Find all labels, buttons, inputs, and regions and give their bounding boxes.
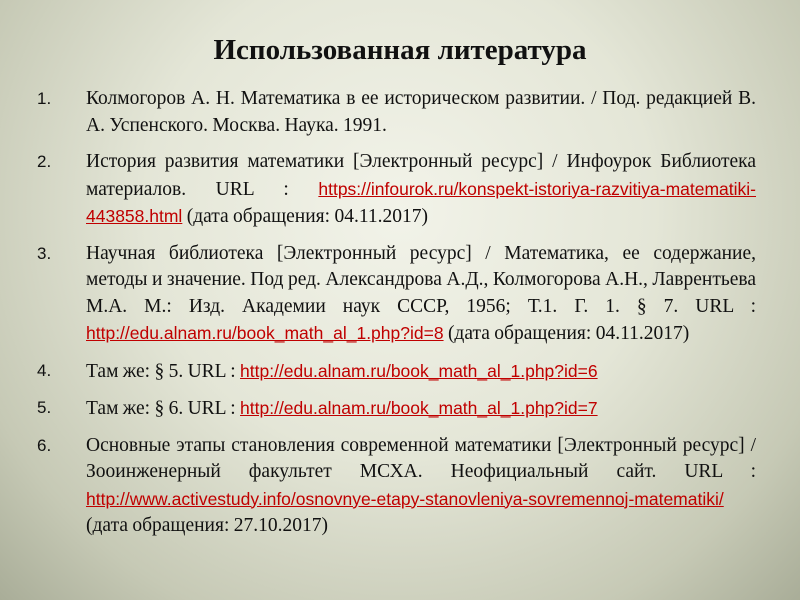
- reference-item-5: [0, 395, 800, 423]
- reference-link[interactable]: http://edu.alnam.ru/book_math_al_1.php?id=8: [86, 323, 444, 343]
- reference-item-2: [0, 149, 800, 231]
- reference-item-4: [0, 358, 800, 386]
- reference-item-1: [0, 86, 800, 139]
- reference-text: Научная библиотека [Электронный ресурс] / Математика, ее содержание, методы и значение. Под ред. Александрова А.Д., Колмогорова А.Н., Лаврентьева М.А. М.: Изд. Академии наук СССР, 1956; Т.1. Г. 1. § 7. URL : http://edu.alnam.ru/book_math_al_1.php?id=8 (дата обращения: 04.11.2017): [86, 242, 757, 344]
- reference-text: История развития математики [Электронный ресурс] / Инфоурок Библиотека материалов. URL : https://infourok.ru/konspekt-istoriya-razvitiya-matematiki-443858.html (дата обращения: 04.11.2017): [86, 151, 757, 227]
- reference-text: Основные этапы становления современной математики [Электронный ресурс] / Зооинженерный факультет МСХА. Неофициальный сайт. URL : http://www.activestudy.info/osnovnye-etapy-stanovleniya-sovremennoj-matematiki/ (дата обращения: 27.10.2017): [86, 434, 756, 536]
- reference-text: Колмогоров А. Н. Математика в ее историческом развитии. / Под. редакцией В. А. Успенского. Москва. Наука. 1991.: [86, 88, 757, 136]
- reference-number: 3.: [37, 243, 52, 263]
- reference-number: 1.: [37, 89, 52, 108]
- reference-number: 6.: [37, 435, 52, 455]
- references-list: [0, 86, 800, 540]
- reference-text: Там же: § 5. URL : http://edu.alnam.ru/book_math_al_1.php?id=6: [86, 360, 598, 382]
- reference-link[interactable]: http://www.activestudy.info/osnovnye-etapy-stanovleniya-sovremennoj-: [86, 488, 635, 509]
- reference-number: 5.: [37, 398, 52, 417]
- reference-item-3: [0, 241, 800, 348]
- reference-link[interactable]: http://edu.alnam.ru/book_math_al_1.php?id=7: [240, 398, 598, 418]
- reference-link[interactable]: http://edu.alnam.ru/book_math_al_1.php?id=6: [240, 360, 598, 381]
- reference-link[interactable]: https://infourok.ru/konspekt-istoriya-razvitiya-matematiki-443858.html: [86, 178, 756, 226]
- reference-text: Там же: § 6. URL : http://edu.alnam.ru/book_math_al_1.php?id=7: [86, 398, 598, 419]
- reference-link-continued[interactable]: matematiki/: [634, 488, 724, 509]
- reference-item-6: [0, 433, 800, 540]
- reference-number: 4.: [37, 360, 52, 380]
- page-title: Использованная литература: [213, 34, 587, 66]
- reference-number: 2.: [37, 152, 52, 171]
